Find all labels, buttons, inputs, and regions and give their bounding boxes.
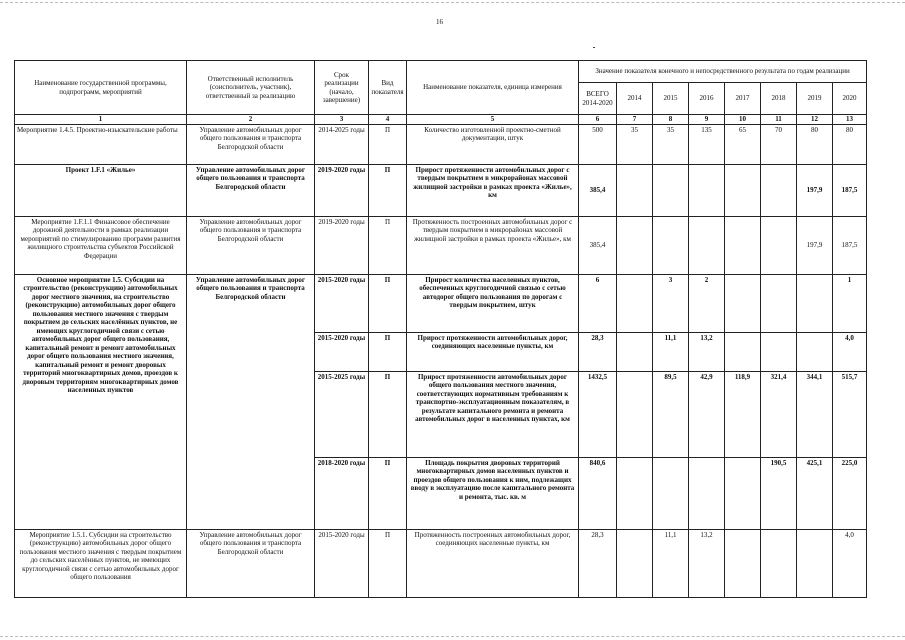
- column-number: 2: [187, 115, 315, 125]
- period-cell: 2018-2020 годы: [315, 457, 369, 529]
- indicator-cell: Прирост протяженности автомобильных дорог с твердым покрытием в микрорайонах массовой жилищной застройки в рамках проекта «Жилье», км: [407, 164, 579, 216]
- value-cell: 187,5: [833, 216, 867, 274]
- value-cell: 6: [579, 274, 617, 332]
- value-cell: 28,3: [579, 332, 617, 371]
- value-cell: 80: [833, 124, 867, 164]
- value-cell: [689, 457, 725, 529]
- value-cell: 4,0: [833, 529, 867, 597]
- value-cell: 65: [725, 124, 761, 164]
- executor-cell: Управление автомобильных дорог общего пользования и транспорта Белгородской области: [187, 216, 315, 274]
- header-year: 2020: [833, 83, 867, 115]
- indicator-cell: Прирост количества населенных пунктов, обеспеченных круглогодичной связью с сетью автодорог общего пользования по дорогам с твердым покрытием, штук: [407, 274, 579, 332]
- value-cell: 190,5: [761, 457, 797, 529]
- header-total: ВСЕГО 2014-2020: [579, 83, 617, 115]
- value-cell: 225,0: [833, 457, 867, 529]
- program-cell: Основное мероприятие 1.5. Субсидии на строительство (реконструкцию) автомобильных дорог местного значения, на строительство (реконструкцию) автомобильных дорог общего пользования местного значения с твердым покрытием до сельских населённых пунктов, не имеющих круглогодичной связи с сетью автомобильных дорог общего пользования, капитальный ремонт и ремонт автомобильных дорог общего пользования местного значения, капитальный ремонт и ремонт дворовых территорий многоквартирных домов, проездов к дворовым территориям многоквартирных домов населенных пунктов: [15, 274, 187, 529]
- value-cell: 187,5: [833, 164, 867, 216]
- column-number: 9: [689, 115, 725, 125]
- value-cell: 3: [653, 274, 689, 332]
- value-cell: [761, 274, 797, 332]
- table-row: [15, 124, 867, 164]
- value-cell: [617, 164, 653, 216]
- value-cell: [725, 332, 761, 371]
- header-kind: Вид показателя: [369, 61, 407, 115]
- header-year: 2015: [653, 83, 689, 115]
- column-number: 6: [579, 115, 617, 125]
- indicator-cell: Протяженность построенных автомобильных дорог с твердым покрытием в микрорайонах массовой жилищной застройки в рамках проекта «Жилье», км: [407, 216, 579, 274]
- kind-cell: П: [369, 529, 407, 597]
- table-row: [15, 529, 867, 597]
- column-number: 4: [369, 115, 407, 125]
- period-cell: 2019-2020 годы: [315, 216, 369, 274]
- indicator-cell: Площадь покрытия дворовых территорий многоквартирных домов населенных пунктов и проездов общего пользования к ним, подлежащих вводу в эксплуатацию после капитального ремонта и ремонта, тыс. кв. м: [407, 457, 579, 529]
- value-cell: 80: [797, 124, 833, 164]
- value-cell: 13,2: [689, 529, 725, 597]
- column-number: 7: [617, 115, 653, 125]
- value-cell: 1432,5: [579, 371, 617, 457]
- table-row: [15, 216, 867, 274]
- column-number: 10: [725, 115, 761, 125]
- value-cell: [761, 216, 797, 274]
- value-cell: [725, 274, 761, 332]
- value-cell: 4,0: [833, 332, 867, 371]
- value-cell: 118,9: [725, 371, 761, 457]
- value-cell: 197,9: [797, 216, 833, 274]
- value-cell: [725, 216, 761, 274]
- value-cell: 840,6: [579, 457, 617, 529]
- column-number: 12: [797, 115, 833, 125]
- value-cell: [653, 164, 689, 216]
- executor-cell: Управление автомобильных дорог общего пользования и транспорта Белгородской области: [187, 164, 315, 216]
- column-number: 5: [407, 115, 579, 125]
- value-cell: [653, 457, 689, 529]
- period-cell: 2015-2020 годы: [315, 529, 369, 597]
- program-cell: Мероприятие 1.F.1.1 Финансовое обеспечение дорожной деятельности в рамках реализации мероприятий по стимулированию программ развития жилищного строительства субъектов Российской Федерации: [15, 216, 187, 274]
- value-cell: [725, 164, 761, 216]
- header-year: 2019: [797, 83, 833, 115]
- table-row: [15, 164, 867, 216]
- value-cell: 197,9: [797, 164, 833, 216]
- table-row: [15, 274, 867, 332]
- value-cell: 70: [761, 124, 797, 164]
- value-cell: 13,2: [689, 332, 725, 371]
- value-cell: 321,4: [761, 371, 797, 457]
- value-cell: [761, 332, 797, 371]
- value-cell: 135: [689, 124, 725, 164]
- column-number: 3: [315, 115, 369, 125]
- header-executor: Ответственный исполнитель (соисполнитель, участник), ответственный за реализацию: [187, 61, 315, 115]
- value-cell: 42,9: [689, 371, 725, 457]
- executor-cell: Управление автомобильных дорог общего пользования и транспорта Белгородской области: [187, 529, 315, 597]
- period-cell: 2019-2020 годы: [315, 164, 369, 216]
- kind-cell: П: [369, 274, 407, 332]
- value-cell: 385,4: [579, 216, 617, 274]
- executor-cell: Управление автомобильных дорог общего пользования и транспорта Белгородской области: [187, 124, 315, 164]
- value-cell: [797, 332, 833, 371]
- program-cell: Проект 1.F.1 «Жилье»: [15, 164, 187, 216]
- value-cell: 35: [653, 124, 689, 164]
- indicator-table: [14, 60, 867, 598]
- period-cell: 2014-2025 годы: [315, 124, 369, 164]
- header-year: 2016: [689, 83, 725, 115]
- value-cell: 1: [833, 274, 867, 332]
- value-cell: [653, 216, 689, 274]
- value-cell: 515,7: [833, 371, 867, 457]
- kind-cell: П: [369, 124, 407, 164]
- value-cell: [797, 274, 833, 332]
- value-cell: 89,5: [653, 371, 689, 457]
- column-number-row: [15, 115, 867, 125]
- value-cell: [617, 529, 653, 597]
- kind-cell: П: [369, 164, 407, 216]
- header-year: 2014: [617, 83, 653, 115]
- value-cell: [797, 529, 833, 597]
- header-year: 2018: [761, 83, 797, 115]
- kind-cell: П: [369, 457, 407, 529]
- value-cell: [617, 371, 653, 457]
- column-number: 8: [653, 115, 689, 125]
- value-cell: 11,1: [653, 332, 689, 371]
- indicator-cell: Количество изготовленной проектно-сметной документации, штук: [407, 124, 579, 164]
- value-cell: [761, 164, 797, 216]
- column-number: 1: [15, 115, 187, 125]
- header-group: Значение показателя конечного и непосредственного результата по годам реализации: [579, 61, 867, 83]
- value-cell: 35: [617, 124, 653, 164]
- value-cell: [761, 529, 797, 597]
- kind-cell: П: [369, 216, 407, 274]
- value-cell: [725, 529, 761, 597]
- indicator-cell: Прирост протяженности автомобильных дорог, соединяющих населенные пункты, км: [407, 332, 579, 371]
- kind-cell: П: [369, 371, 407, 457]
- value-cell: [617, 274, 653, 332]
- header-indicator: Наименование показателя, единица измерения: [407, 61, 579, 115]
- scan-speck: [593, 47, 595, 48]
- executor-cell: Управление автомобильных дорог общего пользования и транспорта Белгородской области: [187, 274, 315, 529]
- page-number: 16: [436, 18, 443, 26]
- indicator-cell: Протяженность построенных автомобильных дорог, соединяющих населенные пункты, км: [407, 529, 579, 597]
- value-cell: 28,3: [579, 529, 617, 597]
- scan-edge-bottom: [0, 636, 905, 638]
- kind-cell: П: [369, 332, 407, 371]
- scan-edge-top: [0, 2, 905, 4]
- value-cell: 500: [579, 124, 617, 164]
- value-cell: [725, 457, 761, 529]
- value-cell: 2: [689, 274, 725, 332]
- indicator-cell: Прирост протяженности автомобильных дорог общего пользования местного значения, соответствующих нормативным требованиям к транспортно-эксплуатационным показателям, в результате капитального ремонта и ремонта автомобильных дорог в населенных пунктах, км: [407, 371, 579, 457]
- column-number: 13: [833, 115, 867, 125]
- value-cell: 344,1: [797, 371, 833, 457]
- period-cell: 2015-2020 годы: [315, 274, 369, 332]
- value-cell: 11,1: [653, 529, 689, 597]
- header-period: Срок реализации (начало, завершение): [315, 61, 369, 115]
- period-cell: 2015-2025 годы: [315, 371, 369, 457]
- program-cell: Мероприятие 1.4.5. Проектно-изыскательские работы: [15, 124, 187, 164]
- value-cell: [689, 164, 725, 216]
- value-cell: 425,1: [797, 457, 833, 529]
- period-cell: 2015-2020 годы: [315, 332, 369, 371]
- column-number: 11: [761, 115, 797, 125]
- value-cell: [689, 216, 725, 274]
- program-cell: Мероприятие 1.5.1. Субсидии на строительство (реконструкцию) автомобильных дорог общего пользования местного значения с твердым покрытием до сельских населённых пунктов, не имеющих круглогодичной связи с сетью автомобильных дорог общего пользования: [15, 529, 187, 597]
- value-cell: [617, 332, 653, 371]
- value-cell: [617, 216, 653, 274]
- value-cell: [617, 457, 653, 529]
- header-program: Наименование государственной программы, подпрограмм, мероприятий: [15, 61, 187, 115]
- header-year: 2017: [725, 83, 761, 115]
- value-cell: 385,4: [579, 164, 617, 216]
